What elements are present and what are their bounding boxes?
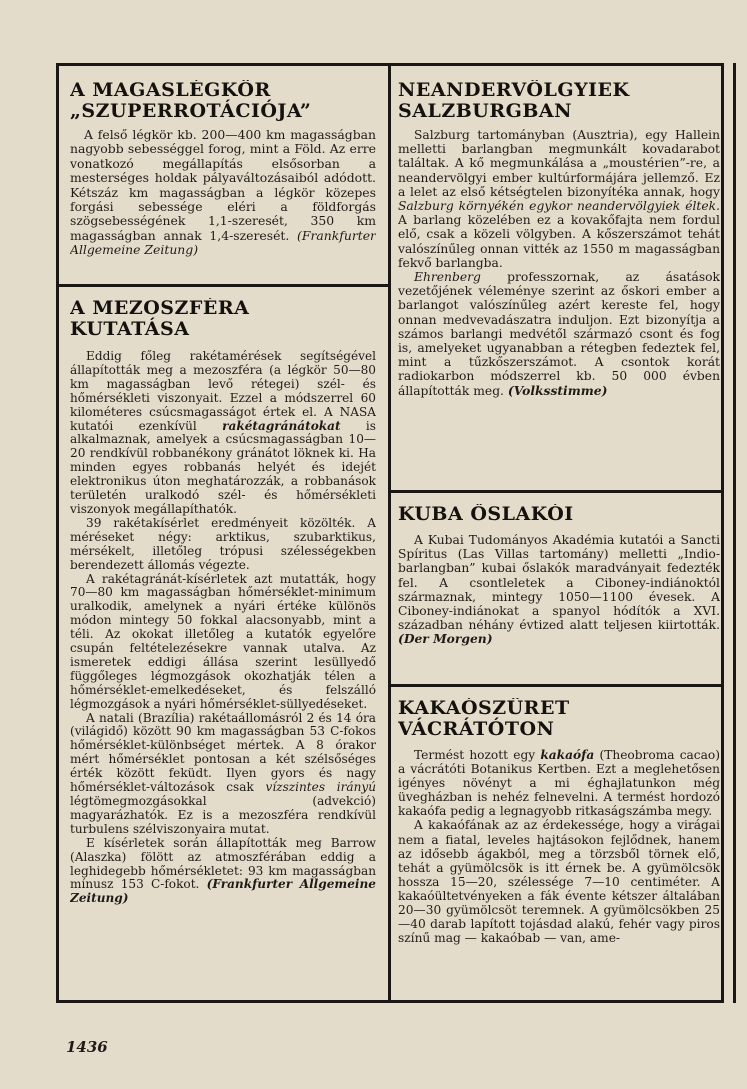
title-line: A MAGASLÉGKÖR bbox=[70, 80, 271, 101]
article-kuba bbox=[398, 504, 720, 680]
article-title bbox=[398, 80, 720, 122]
paragraph: A felső légkör kb. 200—400 km magasságban nagyobb sebességgel forog, mint a Föld. Az erre vonatkozó megállapítás elsősorban a mesterséges holdak pályaváltozásaiból adódott. Kétszáz km magasságban a légkör közepes forgási sebessége eléri a földforgás szögsebességének 1,1-szeresét, 350 km magasságban annak 1,4-szeresét. bbox=[70, 127, 376, 243]
text-run: Termést hozott egy bbox=[414, 748, 541, 762]
article-body bbox=[70, 128, 376, 258]
article-kakao bbox=[398, 698, 720, 1000]
title-line: A MEZOSZFÉRA bbox=[70, 298, 250, 319]
article-magaslegkor bbox=[70, 80, 376, 280]
emphasis: vízszintes irányú bbox=[265, 780, 376, 795]
paragraph: A rakétagránát-kísérletek azt mutatták, hogy 70—80 km magasságban hőmérséklet-minimum uralkodik, amelynek a nyári értéke különös módon mintegy 50 fokkal alacsonyabb, mint a téli. Az okokat illetőleg a kutatók egyelőre csupán feltételezésekre vannak utalva. Az ismeretek eddigi állása szerint lesüllyedő függőleges légmozgások okozhatják télen a hőmérséklet-emelkedéseket, és felszálló légmozgások a nyári hőmérséklet-süllyedéseket. bbox=[70, 571, 376, 711]
text-run: légtömegmozgásokkal (advekció) magyarázhatók. Ez is a mezoszféra rendkívül turbulens szélviszonyaira mutat. bbox=[70, 794, 376, 836]
article-body bbox=[398, 533, 720, 647]
text-run: E kísérletek során állapították meg Barrow (Alaszka) fölött az atmoszférában eddig a leghidegebb hőmérsékletet: 93 km magasságban mínusz 153 C-fokot. bbox=[70, 835, 376, 892]
article-body bbox=[70, 350, 376, 906]
paragraph: 39 rakétakísérlet eredményeit közölték. A méréseket négy: arktikus, szubarktikus, mérsékelt, illetőleg trópusi szélességekben berendezett állomás végezte. bbox=[70, 515, 376, 572]
page-number: 1436 bbox=[66, 1038, 108, 1056]
emphasis: Salzburg környékén egykor neandervölgyiek éltek. bbox=[398, 199, 720, 214]
text-run: professzornak, az ásatások vezetőjének véleménye szerint az őskori ember a barlangot valószínűleg azért kereste fel, hogy onnan medvevadászatra induljon. Ezt bizonyítja a számos barlangi medvétől származó csont és fog is, amelyeket ugyanabban a rétegben fedeztek fel, mint a tűzkőszerszámot. A csontok korát radiokarbon módszerrel kb. 50 000 évben állapították meg. bbox=[398, 270, 720, 398]
text-run: (Theobroma cacao) a vácrátóti Botanikus Kertben. Ezt a meglehetősen igényes növényt a mi éghajlatunkon még üvegházban is nehéz felnevelni. A termést hordozó kakaófa pedig a legnagyobb ritkaságszámba megy. bbox=[398, 748, 720, 819]
title-line: KAKAÓSZÜRET bbox=[398, 698, 570, 719]
column-divider bbox=[388, 66, 391, 1000]
source-citation: (Volksstimme) bbox=[507, 382, 608, 398]
source-citation: (Frankfurter Allgemeine Zeitung) bbox=[70, 877, 376, 906]
text-run: A natali (Brazília) rakétaállomásról 2 és 14 óra (világidő) között 90 km magasságban 53 C-fokos hőmérséklet-különbséget mértek. A 8 órakor mért hőmérséklet pontosan a két szélsőséges érték között feküdt. Ilyen gyors és nagy hőmérséklet-változások csak bbox=[70, 710, 376, 795]
article-title bbox=[70, 298, 376, 340]
title-line: KUTATÁSA bbox=[70, 318, 190, 340]
text-run: is alkalmaznak, amelyek a csúcsmagasságban 10—20 rendkívül robbanékony gránátot löknek ki. Ha minden egyes robbanás helyét és idejét elektronikus úton meghatározzák, a robbanások területén uralkodó szél- és hőmérsékleti viszonyok megállapíthatók. bbox=[70, 418, 376, 516]
paragraph: A kakaófának az az érdekessége, hogy a virágai nem a fiatal, leveles hajtásokon fejlődnek, hanem az idősebb ágakból, meg a törzsből törnek elő, tehát a gyümölcsök is itt érnek be. A gyümölcsök hossza 15—20, szélessége 7—10 centiméter. A kakaóültetvényeken a fák évente kétszer általában 20—30 gyümölcsöt teremnek. A gyümölcsökben 25—40 darab lapított tojásdad alakú, fehér vagy piros színű mag — kakaóbab — van, ame- bbox=[398, 818, 720, 946]
text-run: Salzburg tartományban (Ausztria), egy Hallein melletti barlangban megmunkált kovadarabot találtak. A kő megmunkálása a „moustérien”-re, a neandervölgyi ember kultúrformájára jellemző. Ez a lelet az első kétségtelen bizonyítéka annak, hogy bbox=[398, 128, 720, 199]
title-line: „SZUPERROTÁCIÓJA” bbox=[70, 100, 312, 122]
article-title bbox=[398, 698, 720, 740]
text-run: A barlang közelében ez a kovakőfajta nem fordul elő, csak a közeli völgyben. A kőszerszámot tehát valószínűleg onnan vitték az 1550 m magasságban fekvő barlangba. bbox=[398, 213, 720, 270]
article-title: KUBA ŐSLAKÓI bbox=[398, 504, 574, 525]
emphasis: kakaófa bbox=[540, 748, 595, 762]
article-body bbox=[398, 748, 720, 945]
text-run: Eddig főleg rakétamérések segítségével állapították meg a mezoszféra (a légkör 50—80 km magasságban levő rétegei) szél- és hőmérsékleti viszonyait. Ezzel a módszerrel 60 kilométeres csúcsmagasságot értek el. A NASA kutatói ezenkívül bbox=[70, 349, 376, 433]
source-citation: (Frankfurter Allgemeine Zeitung) bbox=[70, 227, 376, 258]
emphasis: Ehrenberg bbox=[414, 270, 481, 285]
article-neandervolgyiek bbox=[398, 80, 720, 484]
article-separator bbox=[59, 284, 388, 287]
source-citation: (Der Morgen) bbox=[398, 631, 493, 647]
column-rule-right bbox=[733, 63, 736, 1003]
article-separator bbox=[391, 490, 724, 493]
article-separator bbox=[391, 684, 724, 687]
title-line: SALZBURGBAN bbox=[398, 100, 573, 122]
text-run: A Kubai Tudományos Akadémia kutatói a Sancti Spíritus (Las Villas tartomány) melletti „Indio-barlangban” kubai őslakók maradványait fedezték fel. A csontleletek a Ciboney-indiánoktól származnak, mintegy 1050—1100 évesek. A Ciboney-indiánokat a spanyol hódítók a XVI. században néhány évtized alatt teljesen kiirtották. bbox=[398, 533, 720, 633]
article-mezoszfera bbox=[70, 298, 376, 996]
article-body bbox=[398, 128, 720, 398]
title-line: VÁCRÁTÓTON bbox=[398, 718, 555, 740]
article-title bbox=[70, 80, 376, 122]
emphasis: rakétagránátokat bbox=[222, 418, 341, 433]
title-line: NEANDERVÖLGYIEK bbox=[398, 80, 630, 101]
